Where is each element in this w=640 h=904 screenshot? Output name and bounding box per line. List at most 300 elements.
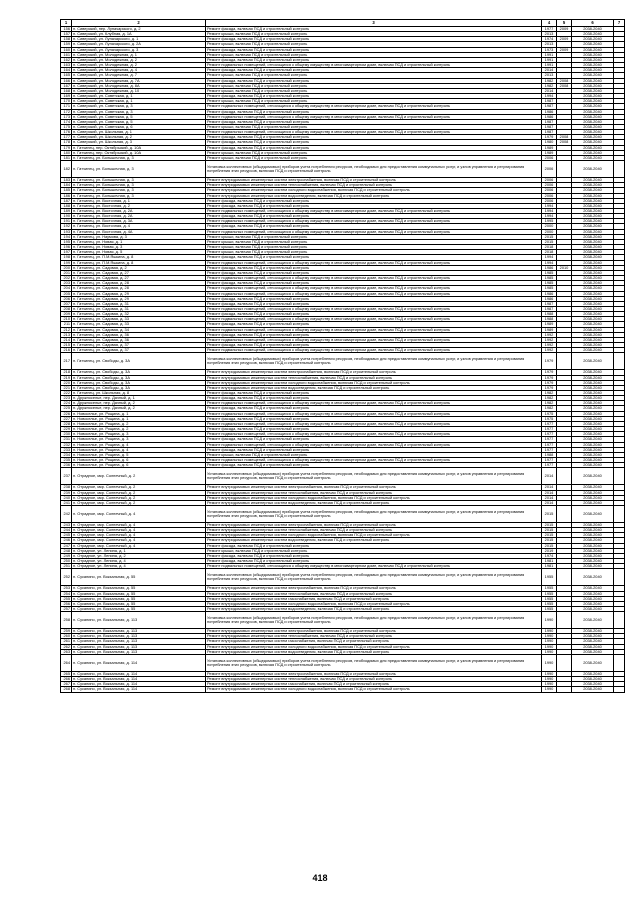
planned-period: 2038-2040 (572, 629, 614, 634)
row-number: 185 (61, 188, 72, 193)
table-row (61, 161, 625, 178)
planned-period: 2038-2040 (572, 677, 614, 682)
address: п. Сиверский, ул. Молодежная, д. 8А (72, 83, 206, 88)
overhaul-year: 2009 (557, 37, 572, 42)
row-number: 244 (61, 528, 72, 533)
address: п. Гатчинец, ул. Свободы, д. 3А (72, 370, 206, 375)
address: п. Сиверский, ул. Советская, д. 5 (72, 119, 206, 124)
build-year: 1985 (542, 276, 557, 281)
note (614, 654, 625, 671)
build-year: 2014 (542, 495, 557, 500)
planned-period: 2038-2040 (572, 234, 614, 239)
note (614, 612, 625, 629)
build-year: 2013 (542, 42, 557, 47)
work-type: Ремонт подвальных помещений, относящихся к общему имуществу в многоквартирном доме, включая ПСД и строительный контроль (206, 229, 542, 234)
note (614, 161, 625, 178)
row-number: 207 (61, 301, 72, 306)
build-year: 1990 (542, 677, 557, 682)
row-number: 157 (61, 32, 72, 37)
build-year: 1994 (542, 255, 557, 260)
overhaul-year (557, 505, 572, 522)
work-type: Ремонт внутридомовых инженерных систем теплоснабжения, включая ПСД и строительный контроль (206, 591, 542, 596)
work-type: Ремонт фасада, включая ПСД и строительный контроль (206, 140, 542, 145)
address: п. Сиверский, ул. Школьная, д. 2 (72, 135, 206, 140)
work-type: Ремонт подвальных помещений, относящихся к общему имуществу в многоквартирном доме, включая ПСД и строительный контроль (206, 432, 542, 437)
planned-period: 2038-2040 (572, 468, 614, 485)
work-type: Ремонт подвальных помещений, относящихся к общему имуществу в многоквартирном доме, включая ПСД и строительный контроль (206, 458, 542, 463)
planned-period: 2038-2040 (572, 500, 614, 505)
planned-period: 2038-2040 (572, 214, 614, 219)
row-number: 161 (61, 52, 72, 57)
address: п. Гатчинец, ул. Садовая, д. 36 (72, 332, 206, 337)
work-type: Установка коллективных (общедомовых) приборов учета потребления ресурсов, необходимых для предоставления коммунальных услуг, и узлов управления и регулирования потребления этих ресурсов, включая ПСД и строительный контроль (206, 161, 542, 178)
note (614, 505, 625, 522)
planned-period: 2038-2040 (572, 42, 614, 47)
planned-period: 2038-2040 (572, 291, 614, 296)
address: п. Гатчинец, пер. Октябрьский, д. 10А (72, 150, 206, 155)
work-type: Ремонт фасада, включая ПСД и строительный контроль (206, 94, 542, 99)
work-type: Ремонт подвальных помещений, относящихся к общему имуществу в многоквартирном доме, включая ПСД и строительный контроль (206, 114, 542, 119)
work-type: Ремонт подвальных помещений, относящихся к общему имуществу в многоквартирном доме, включая ПСД и строительный контроль (206, 276, 542, 281)
build-year: 1981 (542, 564, 557, 569)
address: п. Гатчинец, ул. Новая, д. 3 (72, 245, 206, 250)
planned-period: 2038-2040 (572, 188, 614, 193)
work-type: Ремонт внутридомовых инженерных систем теплоснабжения, включая ПСД и строительный контроль (206, 375, 542, 380)
work-type: Ремонт фасада, включая ПСД и строительный контроль (206, 396, 542, 401)
planned-period: 2038-2040 (572, 109, 614, 114)
row-number: 215 (61, 343, 72, 348)
address: п. Гатчинец, ул. Садовая, д. 27 (72, 270, 206, 275)
planned-period: 2038-2040 (572, 375, 614, 380)
row-number: 156 (61, 27, 72, 32)
build-year: 2013 (542, 32, 557, 37)
note (614, 687, 625, 692)
work-type: Ремонт крыши, включая ПСД и строительный контроль (206, 548, 542, 553)
address: п. Гатчинец, ул. Большичная, д. 3 (72, 155, 206, 160)
row-number: 245 (61, 533, 72, 538)
row-number: 238 (61, 485, 72, 490)
address: п. Отрадное, мкр. Солнечный, д. 4 (72, 538, 206, 543)
build-year: 1975 (542, 411, 557, 416)
planned-period: 2038-2040 (572, 634, 614, 639)
row-number: 192 (61, 224, 72, 229)
planned-period: 2038-2040 (572, 385, 614, 390)
work-type: Ремонт внутридомовых инженерных систем холодного водоснабжения, включая ПСД и строительный контроль (206, 533, 542, 538)
address: п. Гатчинец, ул. Садовая, д. 33 (72, 317, 206, 322)
work-type: Ремонт внутридомовых инженерных систем газоснабжения, включая ПСД и строительный контроль (206, 639, 542, 644)
row-number: 230 (61, 432, 72, 437)
address: п. Сусанино, ул. Вокзальная, д. 113 (72, 644, 206, 649)
work-type: Установка коллективных (общедомовых) приборов учета потребления ресурсов, необходимых для предоставления коммунальных услуг, и узлов управления и регулирования потребления этих ресурсов, включая ПСД и строительный контроль (206, 353, 542, 370)
build-year: 1988 (542, 317, 557, 322)
row-number: 164 (61, 68, 72, 73)
planned-period: 2038-2040 (572, 270, 614, 275)
address: п. Гатчинец, ул. Восточная, д. 3А (72, 219, 206, 224)
planned-period: 2038-2040 (572, 183, 614, 188)
work-type: Ремонт крыши, включая ПСД и строительный контроль (206, 150, 542, 155)
address: п. Сусанино, ул. Вокзальная, д. 114 (72, 687, 206, 692)
note (614, 468, 625, 485)
row-number: 203 (61, 281, 72, 286)
work-schedule-table (60, 19, 625, 693)
address: п. Сиверский, ул. Молодежная, д. 4 (72, 68, 206, 73)
row-number: 202 (61, 276, 72, 281)
build-year: 1990 (542, 687, 557, 692)
row-number: 255 (61, 596, 72, 601)
overhaul-year: 2008 (557, 78, 572, 83)
work-type: Ремонт внутридомовых инженерных систем водоотведения, включая ПСД и строительный контроль (206, 649, 542, 654)
work-type: Ремонт фасада, включая ПСД и строительный контроль (206, 270, 542, 275)
row-number: 173 (61, 114, 72, 119)
row-number: 180 (61, 150, 72, 155)
work-type: Ремонт крыши, включая ПСД и строительный контроль (206, 155, 542, 160)
build-year: 1977 (542, 442, 557, 447)
row-number: 234 (61, 452, 72, 457)
planned-period: 2038-2040 (572, 37, 614, 42)
row-number: 204 (61, 286, 72, 291)
build-year: 2018 (542, 250, 557, 255)
row-number: 170 (61, 99, 72, 104)
work-type: Ремонт подвальных помещений, относящихся к общему имуществу в многоквартирном доме, включая ПСД и строительный контроль (206, 327, 542, 332)
build-year: 2018 (542, 245, 557, 250)
build-year: 1992 (542, 332, 557, 337)
row-number: 237 (61, 468, 72, 485)
address: п. Сиверский, ул. Школьная, д. 3 (72, 140, 206, 145)
overhaul-year (557, 569, 572, 586)
build-year: 1955 (542, 586, 557, 591)
work-type: Установка коллективных (общедомовых) приборов учета потребления ресурсов, необходимых для предоставления коммунальных услуг, и узлов управления и регулирования потребления этих ресурсов, включая ПСД и строительный контроль (206, 569, 542, 586)
planned-period: 2038-2040 (572, 490, 614, 495)
build-year: 1977 (542, 432, 557, 437)
build-year: 1990 (542, 682, 557, 687)
planned-period: 2038-2040 (572, 178, 614, 183)
overhaul-year (557, 687, 572, 692)
row-number: 209 (61, 312, 72, 317)
planned-period: 2038-2040 (572, 209, 614, 214)
work-type: Ремонт подвальных помещений, относящихся к общему имуществу в многоквартирном доме, включая ПСД и строительный контроль (206, 348, 542, 353)
planned-period: 2038-2040 (572, 396, 614, 401)
row-number: 167 (61, 83, 72, 88)
build-year: 1982 (542, 78, 557, 83)
planned-period: 2038-2040 (572, 421, 614, 426)
row-number: 165 (61, 73, 72, 78)
planned-period: 2038-2040 (572, 317, 614, 322)
row-number: 181 (61, 155, 72, 160)
build-year: 2014 (542, 68, 557, 73)
build-year: 1988 (542, 312, 557, 317)
row-number: 222 (61, 391, 72, 396)
work-type: Ремонт подвальных помещений, относящихся к общему имуществу в многоквартирном доме, включая ПСД и строительный контроль (206, 209, 542, 214)
work-type: Ремонт фасада, включая ПСД и строительный контроль (206, 553, 542, 558)
work-type: Ремонт подвальных помещений, относящихся к общему имуществу в многоквартирном доме, включая ПСД и строительный контроль (206, 291, 542, 296)
address: п. Сусанино, ул. Вокзальная, д. 114 (72, 682, 206, 687)
header-col-4: 4 (542, 20, 557, 27)
planned-period: 2038-2040 (572, 250, 614, 255)
overhaul-year: 2010 (557, 265, 572, 270)
address: п. Сусанино, ул. Вокзальная, д. 113 (72, 649, 206, 654)
address: п. Сусанино, ул. Вокзальная, д. 113 (72, 634, 206, 639)
row-number: 206 (61, 296, 72, 301)
work-type: Ремонт внутридомовых инженерных систем теплоснабжения, включая ПСД и строительный контроль (206, 490, 542, 495)
build-year: 2015 (542, 538, 557, 543)
address: п. Гатчинец, ул. Школьная, д. 8 (72, 391, 206, 396)
work-type: Ремонт внутридомовых инженерных систем электроснабжения, включая ПСД и строительный контроль (206, 370, 542, 375)
address: п. Дружноселье, пер. Дачный, д. 2 (72, 406, 206, 411)
row-number: 219 (61, 375, 72, 380)
work-type: Ремонт фасада, включая ПСД и строительный контроль (206, 47, 542, 52)
build-year: 1979 (542, 380, 557, 385)
work-type: Ремонт крыши, включая ПСД и строительный контроль (206, 32, 542, 37)
address: п. Гатчинец, ул. Садовая, д. 37 (72, 348, 206, 353)
address: п. Сиверский, ул. Луначарского, д. 1 (72, 37, 206, 42)
planned-period: 2038-2040 (572, 73, 614, 78)
work-type: Ремонт крыши, включая ПСД и строительный контроль (206, 83, 542, 88)
work-type: Ремонт внутридомовых инженерных систем водоотведения, включая ПСД и строительный контроль (206, 607, 542, 612)
address: п. Отрадное, ул. Ленина, д. 2 (72, 553, 206, 558)
work-type: Ремонт внутридомовых инженерных систем электроснабжения, включая ПСД и строительный контроль (206, 485, 542, 490)
planned-period: 2038-2040 (572, 229, 614, 234)
overhaul-year (557, 468, 572, 485)
work-type: Ремонт подвальных помещений, относящихся к общему имуществу в многоквартирном доме, включая ПСД и строительный контроль (206, 564, 542, 569)
build-year: 2006 (542, 198, 557, 203)
address: п. Гатчинец, ул. Садовая, д. 2 (72, 265, 206, 270)
address: п. Сиверский, ул. Молодежная, д. 10 (72, 88, 206, 93)
work-type: Ремонт подвальных помещений, относящихся к общему имуществу в многоквартирном доме, включая ПСД и строительный контроль (206, 442, 542, 447)
build-year: 1986 (542, 296, 557, 301)
row-number: 227 (61, 416, 72, 421)
row-number: 214 (61, 337, 72, 342)
build-year: 1986 (542, 291, 557, 296)
build-year: 1985 (542, 281, 557, 286)
planned-period: 2038-2040 (572, 416, 614, 421)
row-number: 199 (61, 260, 72, 265)
build-year: 1974 (542, 37, 557, 42)
planned-period: 2038-2040 (572, 596, 614, 601)
work-type: Ремонт внутридомовых инженерных систем водоотведения, включая ПСД и строительный контроль (206, 538, 542, 543)
build-year: 1986 (542, 109, 557, 114)
row-number: 196 (61, 245, 72, 250)
build-year: 1979 (542, 370, 557, 375)
planned-period: 2038-2040 (572, 437, 614, 442)
row-number: 249 (61, 553, 72, 558)
row-number: 242 (61, 505, 72, 522)
row-number: 243 (61, 522, 72, 527)
work-type: Ремонт фасада, включая ПСД и строительный контроль (206, 543, 542, 548)
build-year: 2006 (542, 178, 557, 183)
row-number: 172 (61, 109, 72, 114)
table-row (61, 654, 625, 671)
work-type: Ремонт внутридомовых инженерных систем электроснабжения, включая ПСД и строительный контроль (206, 178, 542, 183)
row-number: 266 (61, 677, 72, 682)
build-year: 2006 (542, 188, 557, 193)
work-type: Установка коллективных (общедомовых) приборов учета потребления ресурсов, необходимых для предоставления коммунальных услуг, и узлов управления и регулирования потребления этих ресурсов, включая ПСД и строительный контроль (206, 468, 542, 485)
work-type: Ремонт фасада, включая ПСД и строительный контроль (206, 312, 542, 317)
planned-period: 2038-2040 (572, 52, 614, 57)
planned-period: 2038-2040 (572, 203, 614, 208)
row-number: 224 (61, 401, 72, 406)
address: п. Гатчинец, ул. Большичная, д. 3 (72, 193, 206, 198)
build-year: 1994 (542, 209, 557, 214)
planned-period: 2038-2040 (572, 57, 614, 62)
build-year: 2006 (542, 155, 557, 160)
build-year: 1994 (542, 94, 557, 99)
build-year: 2015 (542, 239, 557, 244)
work-type: Ремонт фасада, включая ПСД и строительный контроль (206, 198, 542, 203)
work-type: Ремонт фасада, включая ПСД и строительный контроль (206, 343, 542, 348)
build-year: 2006 (542, 193, 557, 198)
row-number: 184 (61, 183, 72, 188)
address: п. Гатчинец, ул. Большичная, д. 3 (72, 183, 206, 188)
address: п. Гатчинец, ул. Садовая, д. 31 (72, 301, 206, 306)
build-year: 1990 (542, 654, 557, 671)
planned-period: 2038-2040 (572, 327, 614, 332)
planned-period: 2038-2040 (572, 654, 614, 671)
address: п. Новоселье, ул. Рощина, д. 6 (72, 463, 206, 468)
table-row (61, 468, 625, 485)
row-number: 168 (61, 88, 72, 93)
address: п. Сиверский, ул. Молодежная, д. 2 (72, 57, 206, 62)
build-year: 2015 (542, 234, 557, 239)
address: п. Сусанино, ул. Вокзальная, д. 113 (72, 639, 206, 644)
address: п. Сиверский, ул. Советская, д. 1 (72, 94, 206, 99)
row-number: 212 (61, 327, 72, 332)
build-year: 1988 (542, 452, 557, 457)
address: п. Гатчинец, ул. Садовая, д. 37 (72, 343, 206, 348)
build-year: 1982 (542, 391, 557, 396)
table-body (61, 27, 625, 693)
header-col-1: 1 (61, 20, 72, 27)
address: п. Гатчинец, ул. Садовая, д. 31 (72, 306, 206, 311)
work-type: Ремонт фасада, включая ПСД и строительный контроль (206, 332, 542, 337)
work-type: Ремонт фасада, включая ПСД и строительный контроль (206, 27, 542, 32)
planned-period: 2038-2040 (572, 260, 614, 265)
planned-period: 2038-2040 (572, 198, 614, 203)
row-number: 261 (61, 639, 72, 644)
address: п. Новоселье, ул. Рощина, д. 3 (72, 432, 206, 437)
planned-period: 2038-2040 (572, 548, 614, 553)
overhaul-year: 2008 (557, 135, 572, 140)
work-type: Ремонт фасада, включая ПСД и строительный контроль (206, 281, 542, 286)
build-year: 1977 (542, 27, 557, 32)
row-number: 257 (61, 607, 72, 612)
work-type: Ремонт крыши, включая ПСД и строительный контроль (206, 42, 542, 47)
address: п. Сусанино, ул. Вокзальная, д. 114 (72, 677, 206, 682)
address: п. Отрадное, мкр. Солнечный, д. 2 (72, 490, 206, 495)
planned-period: 2038-2040 (572, 463, 614, 468)
planned-period: 2038-2040 (572, 432, 614, 437)
work-type: Ремонт подвальных помещений, относящихся к общему имуществу в многоквартирном доме, включая ПСД и строительный контроль (206, 421, 542, 426)
planned-period: 2038-2040 (572, 322, 614, 327)
row-number: 218 (61, 370, 72, 375)
address: п. Сиверский, ул. Клубная, д. 1А (72, 32, 206, 37)
row-number: 175 (61, 124, 72, 129)
work-type: Ремонт фасада, включая ПСД и строительный контроль (206, 78, 542, 83)
work-type: Ремонт фасада, включая ПСД и строительный контроль (206, 224, 542, 229)
work-type: Ремонт крыши, включая ПСД и строительный контроль (206, 452, 542, 457)
address: п. Сиверский, ул. Советская, д. 5 (72, 114, 206, 119)
address: п. Гатчинец, ул. Свободы, д. 3А (72, 385, 206, 390)
build-year: 1989 (542, 327, 557, 332)
build-year: 2013 (542, 73, 557, 78)
page-number: 418 (312, 873, 328, 883)
planned-period: 2038-2040 (572, 130, 614, 135)
planned-period: 2038-2040 (572, 104, 614, 109)
work-type: Ремонт крыши, включая ПСД и строительный контроль (206, 73, 542, 78)
build-year: 1991 (542, 57, 557, 62)
address: п. Гатчинец, ул. Восточная, д. 2 (72, 203, 206, 208)
build-year: 1985 (542, 270, 557, 275)
header-col-6: 6 (572, 20, 614, 27)
work-type: Ремонт фасада, включая ПСД и строительный контроль (206, 109, 542, 114)
planned-period: 2038-2040 (572, 332, 614, 337)
planned-period: 2038-2040 (572, 219, 614, 224)
row-number: 223 (61, 396, 72, 401)
address: п. Сусанино, ул. Вокзальная, д. 113 (72, 612, 206, 629)
work-type: Ремонт подвальных помещений, относящихся к общему имуществу в многоквартирном доме, включая ПСД и строительный контроль (206, 286, 542, 291)
work-type: Ремонт крыши, включая ПСД и строительный контроль (206, 124, 542, 129)
planned-period: 2038-2040 (572, 564, 614, 569)
overhaul-year: 2008 (557, 140, 572, 145)
build-year: 2019 (542, 548, 557, 553)
row-number: 228 (61, 421, 72, 426)
build-year: 1987 (542, 119, 557, 124)
build-year: 1987 (542, 301, 557, 306)
planned-period: 2038-2040 (572, 601, 614, 606)
planned-period: 2038-2040 (572, 612, 614, 629)
row-number: 252 (61, 569, 72, 586)
address: п. Гатчинец, ул. Садовая, д. 27 (72, 276, 206, 281)
row-number: 189 (61, 209, 72, 214)
address: п. Сусанино, ул. Вокзальная, д. 114 (72, 671, 206, 676)
row-number: 264 (61, 654, 72, 671)
row-number: 246 (61, 538, 72, 543)
row-number: 186 (61, 193, 72, 198)
work-type: Ремонт подвальных помещений, относящихся к общему имуществу в многоквартирном доме, включая ПСД и строительный контроль (206, 130, 542, 135)
build-year: 2014 (542, 468, 557, 485)
planned-period: 2038-2040 (572, 380, 614, 385)
build-year: 1974 (542, 553, 557, 558)
work-type: Ремонт подвальных помещений, относящихся к общему имуществу в многоквартирном доме, включая ПСД и строительный контроль (206, 306, 542, 311)
work-type: Ремонт внутридомовых инженерных систем водоотведения, включая ПСД и строительный контроль (206, 500, 542, 505)
planned-period: 2038-2040 (572, 522, 614, 527)
row-number: 259 (61, 629, 72, 634)
build-year: 1992 (542, 343, 557, 348)
build-year: 1990 (542, 671, 557, 676)
address: п. Новоселье, ул. Рощина, д. 6 (72, 458, 206, 463)
row-number: 260 (61, 634, 72, 639)
row-number: 208 (61, 306, 72, 311)
planned-period: 2038-2040 (572, 427, 614, 432)
row-number: 159 (61, 42, 72, 47)
row-number: 193 (61, 229, 72, 234)
row-number: 160 (61, 47, 72, 52)
work-type: Ремонт внутридомовых инженерных систем холодного водоснабжения, включая ПСД и строительный контроль (206, 188, 542, 193)
address: п. Гатчинец, ул. Свободы, д. 3А (72, 375, 206, 380)
address: п. Гатчинец, ул. Большичная, д. 3 (72, 188, 206, 193)
planned-period: 2038-2040 (572, 27, 614, 32)
note (614, 569, 625, 586)
build-year: 1982 (542, 401, 557, 406)
address: п. Отрадное, мкр. Солнечный, д. 4 (72, 528, 206, 533)
address: п. Сиверский, ул. Молодежная, д. 1 (72, 52, 206, 57)
overhaul-year: 2009 (557, 27, 572, 32)
address: п. Отрадное, мкр. Солнечный, д. 2 (72, 485, 206, 490)
planned-period: 2038-2040 (572, 348, 614, 353)
build-year: 2014 (542, 500, 557, 505)
work-type: Ремонт фасада, включая ПСД и строительный контроль (206, 391, 542, 396)
work-type: Ремонт внутридомовых инженерных систем электроснабжения, включая ПСД и строительный контроль (206, 671, 542, 676)
row-number: 247 (61, 543, 72, 548)
